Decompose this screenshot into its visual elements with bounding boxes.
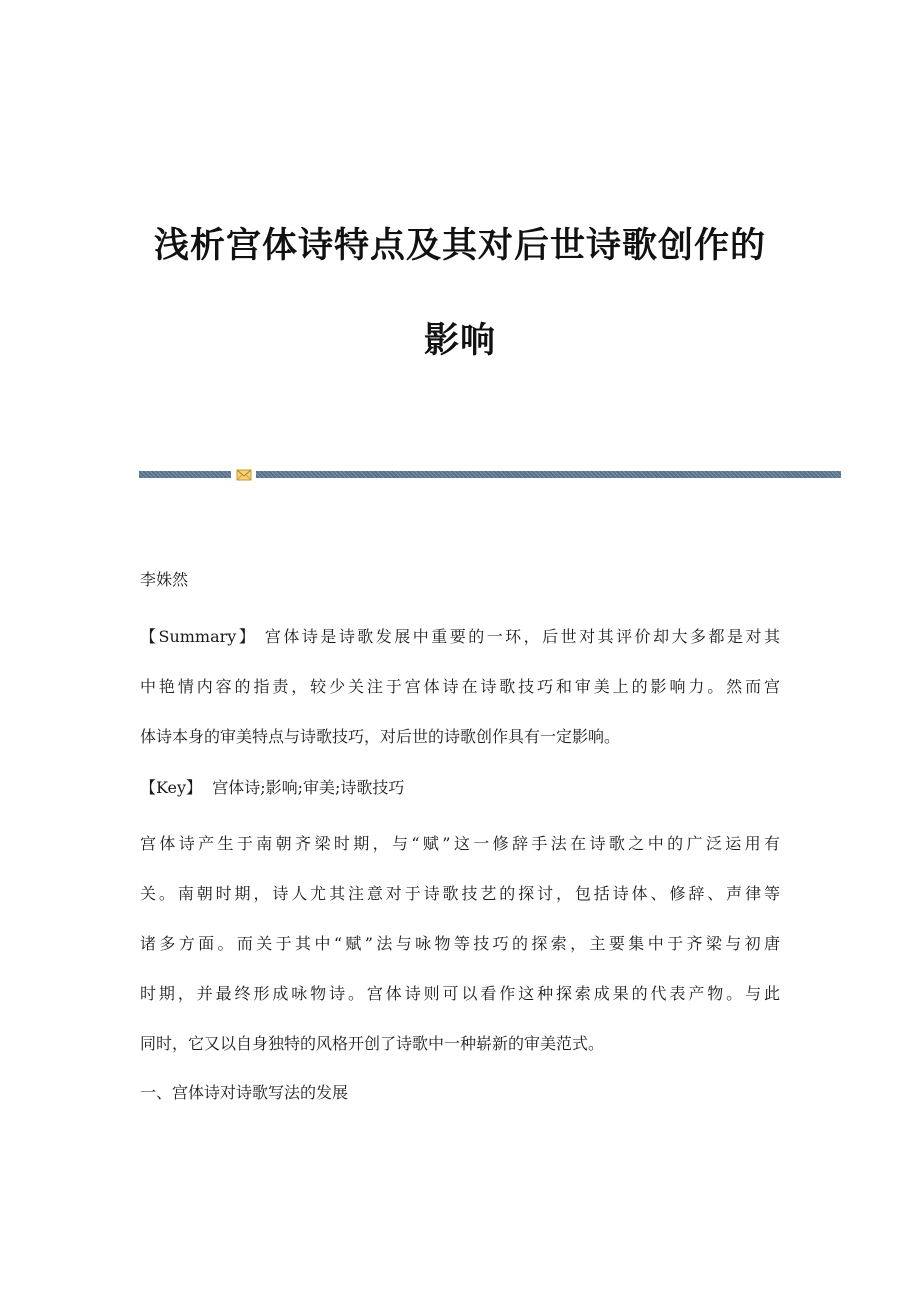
title-divider [139,469,841,481]
summary-line-3: 体诗本身的审美特点与诗歌技巧，对后世的诗歌创作具有一定影响。 [140,727,621,746]
divider-bar-left [139,471,231,478]
body-paragraph [140,836,780,1086]
envelope-ornament-icon [236,469,252,481]
section-heading: 一、宫体诗对诗歌写法的发展 [140,1083,349,1102]
body-line-2: 关。南朝时期，诗人尤其注意对于诗歌技艺的探讨，包括诗体、修辞、声律等 [140,884,780,903]
body-line-4: 时期，并最终形成咏物诗。宫体诗则可以看作这种探索成果的代表产物。与此 [140,984,780,1003]
summary-label: 【Summary】 [140,627,258,646]
summary-line-1 [140,629,780,679]
summary-line-2: 中艳情内容的指责，较少关注于宫体诗在诗歌技巧和审美上的影响力。然而宫 [140,677,780,696]
document-title-line-2: 影响 [423,321,496,361]
keywords-line [140,780,780,796]
divider-bar-right [256,471,841,478]
document-title-line-1: 浅析宫体诗特点及其对后世诗歌创作的 [153,226,766,266]
summary-paragraph [140,629,780,779]
body-line-5: 同时，它又以自身独特的风格开创了诗歌中一种崭新的审美范式。 [140,1034,605,1053]
author-name: 李姝然 [140,570,189,589]
keywords-label: 【Key】 [140,778,203,797]
body-line-3: 诸多方面。而关于其中“赋”法与咏物等技巧的探索，主要集中于齐梁与初唐 [140,934,780,953]
summary-text-line-1: 宫体诗是诗歌发展中重要的一环，后世对其评价却大多都是对其 [264,627,780,646]
keywords-text: 宫体诗;影响;审美;诗歌技巧 [212,778,405,797]
body-line-1: 宫体诗产生于南朝齐梁时期，与“赋”这一修辞手法在诗歌之中的广泛运用有 [140,834,780,853]
